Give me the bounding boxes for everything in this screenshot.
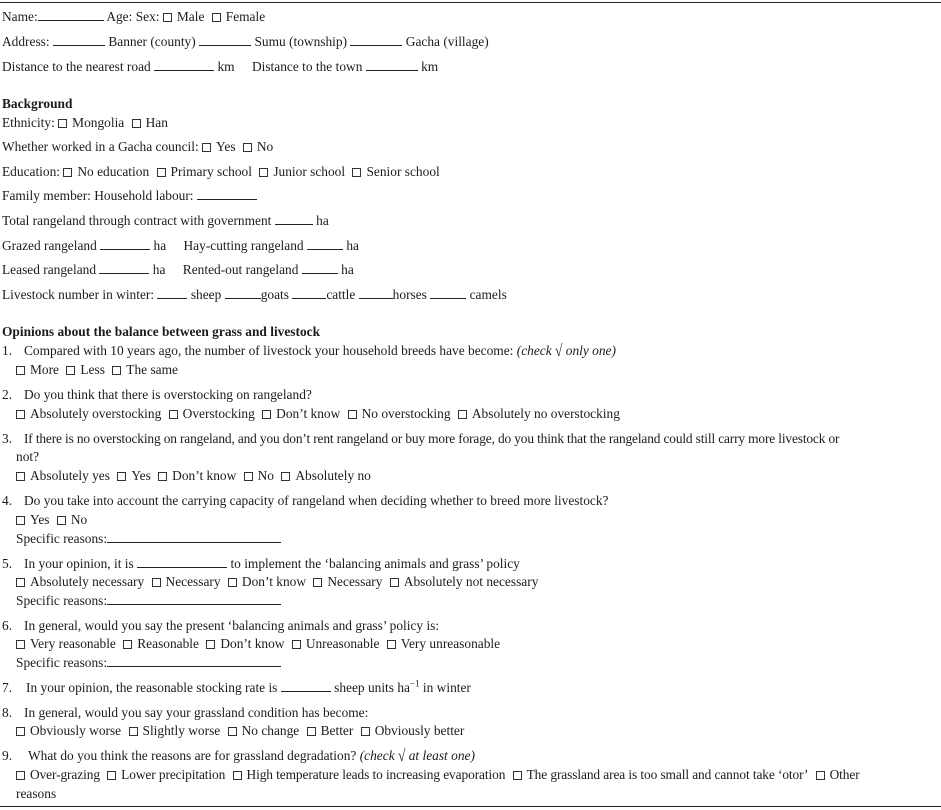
sheep-blank[interactable] (157, 287, 187, 299)
option-female: Female (225, 9, 266, 24)
question-2 (2, 386, 312, 403)
check-note: (check √ only one) (516, 341, 616, 360)
livestock-row (2, 286, 507, 303)
checkbox[interactable] (158, 472, 167, 481)
checkbox[interactable] (390, 578, 399, 587)
question-number: 3. (2, 431, 13, 446)
question-8-options (16, 722, 464, 739)
address-blank-1[interactable] (53, 34, 105, 46)
checkbox[interactable] (152, 578, 161, 587)
option-label: Less (80, 362, 105, 377)
option-label: Absolutely overstocking (30, 406, 162, 421)
checkbox[interactable] (233, 771, 242, 780)
checkbox[interactable] (66, 366, 75, 375)
option-label: Overstocking (182, 406, 255, 421)
unit-goats: goats (260, 287, 289, 302)
checkbox[interactable] (262, 410, 271, 419)
question-4 (2, 492, 609, 509)
question-7-blank[interactable] (281, 680, 331, 692)
reasons-label: Specific reasons: (16, 531, 108, 546)
question-text: If there is no overstocking on rangeland, and you don’t rent rangeland or buy more forage, do you think that the rangeland could still carry more livestock or (24, 431, 840, 446)
question-text: In your opinion, it is (24, 556, 134, 571)
goats-blank[interactable] (225, 287, 261, 299)
total-rangeland-blank[interactable] (275, 213, 313, 225)
option-label: High temperature leads to increasing evaporation (246, 767, 506, 782)
question-text: In your opinion, the reasonable stocking rate is (26, 680, 278, 695)
checkbox[interactable] (387, 640, 396, 649)
total-rangeland-label: Total rangeland through contract with government (2, 213, 272, 228)
question-text: Compared with 10 years ago, the number of livestock your household breeds have become: (24, 343, 514, 358)
ha-unit: ha (153, 238, 167, 253)
question-1 (2, 342, 616, 359)
name-blank[interactable] (38, 9, 104, 21)
checkbox-primary[interactable] (157, 168, 166, 177)
question-9 (2, 747, 475, 764)
checkbox[interactable] (16, 771, 25, 780)
question-number: 7. (2, 680, 13, 695)
family-row (2, 187, 257, 204)
option-label: Don’t know (276, 406, 341, 421)
question-3-text-cont: not? (16, 449, 40, 464)
question-text: Do you think that there is overstocking on rangeland? (24, 387, 312, 402)
question-number: 8. (2, 705, 13, 720)
option-label: Absolutely no overstocking (471, 406, 620, 421)
cattle-blank[interactable] (292, 287, 326, 299)
ha-unit: ha (316, 213, 329, 228)
option-label: Very reasonable (30, 636, 116, 651)
option-label: Absolutely necessary (30, 574, 145, 589)
checkbox-no-education[interactable] (63, 168, 72, 177)
option-label: Other (829, 767, 860, 782)
council-row (2, 138, 273, 155)
km-unit: km (217, 59, 235, 74)
checkbox[interactable] (16, 516, 25, 525)
question-9-options (16, 766, 860, 783)
option-label: Unreasonable (305, 636, 380, 651)
option-label: Obviously better (374, 723, 465, 738)
ethnicity-label: Ethnicity: (2, 115, 55, 130)
checkbox[interactable] (16, 472, 25, 481)
superscript: −1 (409, 678, 420, 689)
checkbox[interactable] (244, 472, 253, 481)
council-label: Whether worked in a Gacha council: (2, 139, 199, 154)
checkbox[interactable] (16, 640, 25, 649)
name-row (2, 8, 265, 25)
town-blank[interactable] (366, 59, 418, 71)
checkbox-female[interactable] (212, 13, 221, 22)
checkbox[interactable] (57, 516, 66, 525)
question-text: In general, would you say the present ‘balancing animals and grass’ policy is: (24, 618, 440, 633)
option-no-education: No education (77, 164, 150, 179)
horses-blank[interactable] (359, 287, 393, 299)
checkbox[interactable] (16, 727, 25, 736)
checkbox[interactable] (16, 366, 25, 375)
checkbox-council-yes[interactable] (202, 143, 211, 152)
checkbox[interactable] (292, 640, 301, 649)
address-blank-2[interactable] (199, 34, 251, 46)
checkbox-han[interactable] (132, 119, 141, 128)
option-label: Obviously worse (30, 723, 122, 738)
top-rule (0, 2, 941, 3)
option-label: No change (241, 723, 300, 738)
checkbox-junior[interactable] (259, 168, 268, 177)
option-yes: Yes (216, 139, 236, 154)
reasons-label: Specific reasons: (16, 655, 108, 670)
unit-camels: camels (469, 287, 507, 302)
sumu-label: Sumu (township) (254, 34, 348, 49)
option-han: Han (145, 115, 168, 130)
checkbox[interactable] (228, 578, 237, 587)
labour-blank[interactable] (197, 188, 257, 200)
question-3-options (16, 467, 371, 484)
option-label: Yes (131, 468, 151, 483)
question-4-reasons (16, 530, 281, 547)
check-mark-icon: √ (555, 341, 563, 360)
address-blank-3[interactable] (350, 34, 402, 46)
option-label: Don’t know (241, 574, 307, 589)
question-8 (2, 704, 368, 721)
checkbox[interactable] (281, 472, 290, 481)
livestock-label: Livestock number in winter: (2, 287, 155, 302)
option-label: Necessary (165, 574, 221, 589)
option-label: Better (320, 723, 354, 738)
unit-sheep: sheep (190, 287, 222, 302)
checkbox[interactable] (513, 771, 522, 780)
question-5-blank[interactable] (137, 556, 227, 568)
question-number: 2. (2, 387, 13, 402)
option-mongolia: Mongolia (72, 115, 125, 130)
question-5-reasons (16, 592, 281, 609)
reasons-blank[interactable] (107, 593, 281, 605)
checkbox-male[interactable] (163, 13, 172, 22)
question-text: What do you think the reasons are for grassland degradation? (28, 748, 357, 763)
option-label: No (70, 512, 88, 527)
option-label: Necessary (327, 574, 383, 589)
check-mark-icon: √ (398, 746, 406, 765)
age-label: Age: (106, 9, 133, 24)
unit-cattle: cattle (326, 287, 356, 302)
option-label: Yes (30, 512, 50, 527)
address-label: Address: (2, 34, 50, 49)
name-label: Name: (2, 9, 38, 24)
checkbox[interactable] (16, 410, 25, 419)
question-number: 9. (2, 748, 13, 763)
option-primary: Primary school (170, 164, 252, 179)
option-label: The grassland area is too small and cannot take ‘otor’ (526, 767, 809, 782)
option-label: Absolutely no (295, 468, 371, 483)
question-4-options (16, 511, 87, 528)
checkbox[interactable] (129, 727, 138, 736)
question-text: In general, would you say your grassland condition has become: (24, 705, 369, 720)
question-1-options (16, 361, 178, 378)
question-number: 5. (2, 556, 13, 571)
distance-row (2, 58, 438, 75)
checkbox[interactable] (361, 727, 370, 736)
checkbox[interactable] (123, 640, 132, 649)
checkbox[interactable] (107, 771, 116, 780)
gacha-label: Gacha (village) (405, 34, 489, 49)
option-label: The same (126, 362, 178, 377)
question-number: 4. (2, 493, 13, 508)
checkbox[interactable] (313, 578, 322, 587)
leased-row (2, 261, 354, 278)
option-label: Don’t know (220, 636, 285, 651)
reasons-blank[interactable] (107, 655, 281, 667)
checkbox-council-no[interactable] (243, 143, 252, 152)
leased-blank[interactable] (99, 262, 149, 274)
checkbox[interactable] (206, 640, 215, 649)
check-note: (check √ at least one) (359, 746, 475, 765)
option-no: No (256, 139, 274, 154)
checkbox[interactable] (112, 366, 121, 375)
ha-unit: ha (152, 262, 166, 277)
km-unit: km (421, 59, 439, 74)
checkbox[interactable] (458, 410, 467, 419)
education-row (2, 163, 440, 180)
question-number: 1. (2, 343, 13, 358)
option-junior: Junior school (273, 164, 346, 179)
question-number: 6. (2, 618, 13, 633)
option-label: Over-grazing (30, 767, 100, 782)
town-label: Distance to the town (251, 59, 363, 74)
checkbox-senior[interactable] (352, 168, 361, 177)
unit-horses: horses (392, 287, 427, 302)
family-label: Family member: Household labour: (2, 188, 194, 203)
question-9-options-cont: reasons (16, 786, 57, 801)
question-6-options (16, 635, 500, 652)
opinions-heading: Opinions about the balance between grass and livestock (2, 324, 321, 339)
question-5-options (16, 573, 538, 590)
option-label: No overstocking (361, 406, 451, 421)
reasons-blank[interactable] (107, 531, 281, 543)
checkbox[interactable] (169, 410, 178, 419)
checkbox[interactable] (16, 578, 25, 587)
camels-blank[interactable] (430, 287, 466, 299)
grazed-label: Grazed rangeland (2, 238, 97, 253)
road-blank[interactable] (154, 59, 214, 71)
leased-label: Leased rangeland (2, 262, 97, 277)
checkbox-mongolia[interactable] (58, 119, 67, 128)
ha-unit: ha (341, 262, 354, 277)
sex-label: Sex: (135, 9, 160, 24)
haycut-blank[interactable] (307, 238, 343, 250)
rented-blank[interactable] (302, 262, 338, 274)
address-row (2, 33, 489, 50)
ha-unit: ha (346, 238, 359, 253)
haycut-label: Hay-cutting rangeland (183, 238, 304, 253)
checkbox[interactable] (228, 727, 237, 736)
checkbox[interactable] (307, 727, 316, 736)
option-label: Absolutely not necessary (403, 574, 539, 589)
banner-label: Banner (county) (108, 34, 196, 49)
checkbox[interactable] (816, 771, 825, 780)
option-label: Slightly worse (142, 723, 221, 738)
ethnicity-row (2, 114, 168, 131)
question-3 (2, 430, 839, 447)
option-label: Don’t know (172, 468, 237, 483)
question-text: in winter (422, 680, 471, 695)
option-label: Lower precipitation (121, 767, 226, 782)
option-senior: Senior school (366, 164, 440, 179)
question-6-reasons (16, 654, 281, 671)
grazed-blank[interactable] (100, 238, 150, 250)
total-rangeland-row (2, 212, 329, 229)
option-label: Reasonable (137, 636, 199, 651)
checkbox[interactable] (117, 472, 126, 481)
option-label: Very unreasonable (400, 636, 501, 651)
question-6 (2, 617, 439, 634)
option-label: Absolutely yes (30, 468, 110, 483)
road-label: Distance to the nearest road (2, 59, 151, 74)
question-5 (2, 555, 520, 572)
option-male: Male (176, 9, 205, 24)
question-7 (2, 679, 471, 696)
question-text: sheep units ha (334, 680, 410, 695)
question-text: to implement the ‘balancing animals and grass’ policy (230, 556, 520, 571)
checkbox[interactable] (348, 410, 357, 419)
rented-label: Rented-out rangeland (182, 262, 299, 277)
question-2-options (16, 405, 620, 422)
bottom-rule (0, 806, 941, 807)
background-heading: Background (2, 96, 73, 111)
option-label: More (30, 362, 60, 377)
grazed-row (2, 237, 359, 254)
reasons-label: Specific reasons: (16, 593, 108, 608)
option-label: No (257, 468, 275, 483)
question-text: Do you take into account the carrying capacity of rangeland when deciding whether to breed more livestock? (24, 493, 609, 508)
education-label: Education: (2, 164, 61, 179)
